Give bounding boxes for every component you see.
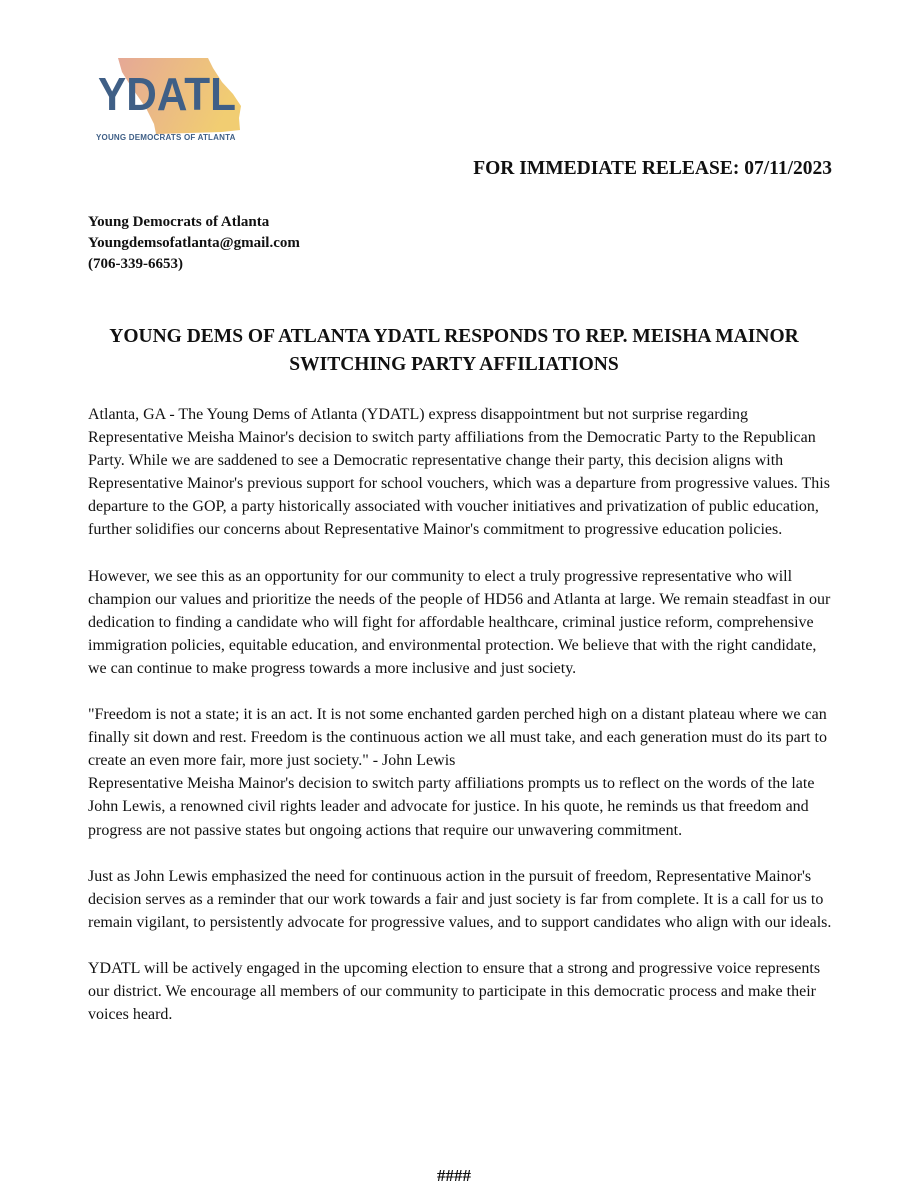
contact-phone: (706-339-6653) <box>88 256 183 272</box>
headline-line-2: SWITCHING PARTY AFFILIATIONS <box>289 354 619 375</box>
release-body <box>88 403 838 1049</box>
contact-block <box>88 212 300 275</box>
paragraph-4: Just as John Lewis emphasized the need for continuous action in the pursuit of freedom, Representative Mainor's decision serves as a reminder that our work towards a fair and just society is far from complete. It is a call for us to remain vigilant, to persistently advocate for progressive values, and to support candidates who align with our ideals. <box>88 867 832 931</box>
headline <box>60 323 848 379</box>
paragraph-5: YDATL will be actively engaged in the upcoming election to ensure that a strong and progressive voice represents our district. We encourage all members of our community to participate in this democratic process and make their voices heard. <box>88 959 821 1024</box>
contact-org: Young Democrats of Atlanta <box>88 214 270 230</box>
john-lewis-quote: "Freedom is not a state; it is an act. It is not some enchanted garden perched high on a distant plateau where we can finally sit down and rest. Freedom is the continuous action we all must take, and each generation must do its part to create an even more fair, more just society." - John Lewis <box>88 706 827 770</box>
paragraph-3: Representative Meisha Mainor's decision to switch party affiliations prompts us to reflect on the words of the late John Lewis, a renowned civil rights leader and advocate for justice. In his quote, he reminds us that freedom and progress are not passive states but ongoing actions that require our unwavering commitment. <box>88 775 815 839</box>
logo-wordmark: YDATL <box>98 68 236 120</box>
paragraph-1: Atlanta, GA - The Young Dems of Atlanta (YDATL) express disappointment but not surprise regarding Representative Meisha Mainor's decision to switch party affiliations from the Democratic Party to the Republican Party. While we are saddened to see a Democratic representative change their party, this decision aligns with Representative Mainor's previous support for school vouchers, which was a departure from progressive values. This departure to the GOP, a party historically associated with voucher initiatives and privatization of public education, further solidifies our concerns about Representative Mainor's commitment to progressive education policies. <box>88 406 830 539</box>
contact-email: Youngdemsofatlanta@gmail.com <box>88 235 300 251</box>
logo-caption: YOUNG DEMOCRATS OF ATLANTA <box>96 133 236 142</box>
release-date-line: FOR IMMEDIATE RELEASE: 07/11/2023 <box>473 158 832 179</box>
end-mark: #### <box>437 1166 471 1185</box>
headline-line-1: YOUNG DEMS OF ATLANTA YDATL RESPONDS TO REP. MEISHA MAINOR <box>109 326 799 347</box>
paragraph-2: However, we see this as an opportunity for our community to elect a truly progressive representative who will champion our values and prioritize the needs of the people of HD56 and Atlanta at large. We remain steadfast in our dedication to finding a candidate who will fight for affordable healthcare, criminal justice reform, comprehensive immigration policies, equitable education, and environmental protection. We believe that with the right candidate, we can continue to make progress towards a more inclusive and just society. <box>88 567 831 677</box>
